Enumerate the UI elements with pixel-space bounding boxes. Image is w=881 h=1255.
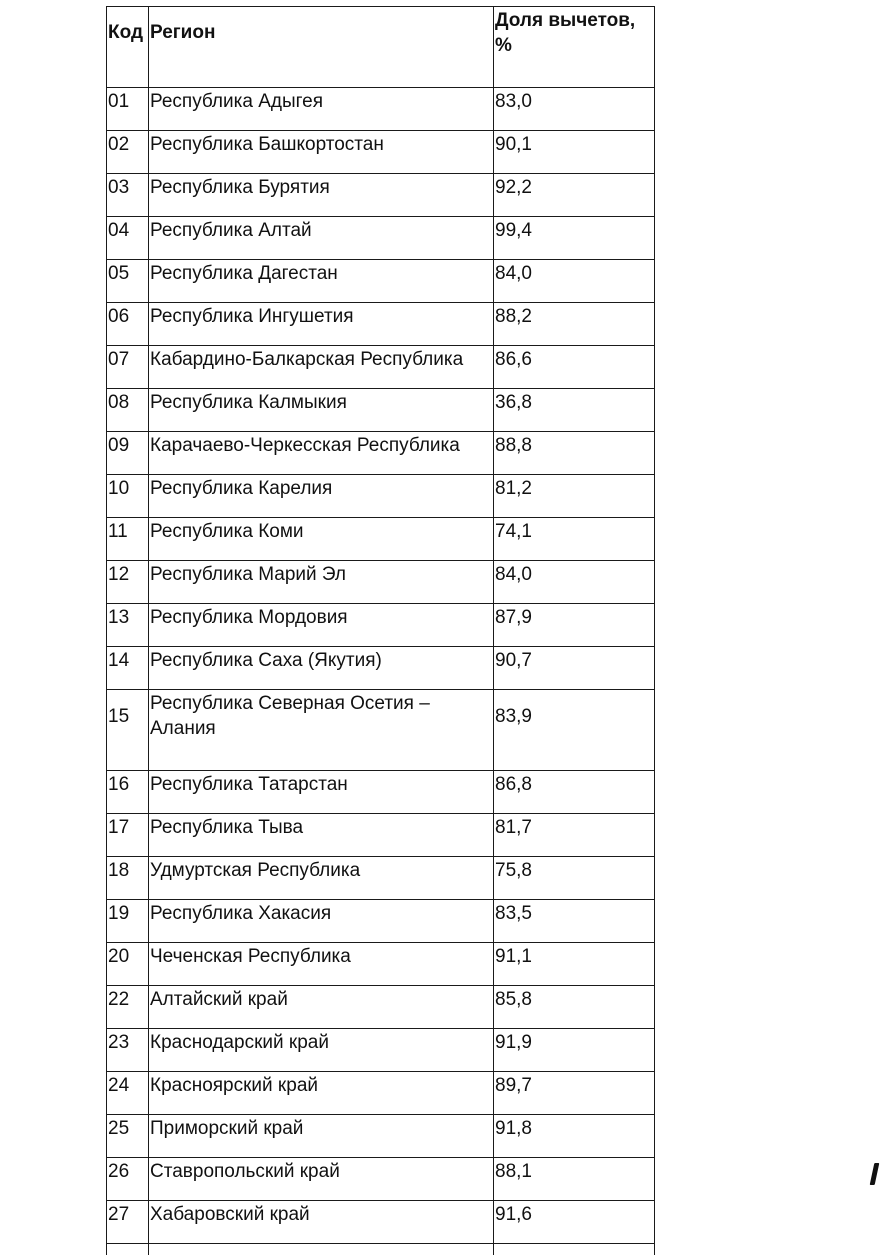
cell-code: 04: [107, 217, 149, 260]
cell-share: 91,1: [494, 943, 655, 986]
cell-share: 86,8: [494, 771, 655, 814]
cell-share: 92,2: [494, 174, 655, 217]
cell-code: 15: [107, 690, 149, 771]
cell-code: 02: [107, 131, 149, 174]
table-row: [107, 1029, 655, 1072]
table-row: [107, 131, 655, 174]
cell-region: Республика Бурятия: [149, 174, 494, 217]
edge-stroke-mark: [870, 1163, 880, 1185]
table-row: [107, 346, 655, 389]
table-row: [107, 217, 655, 260]
table-row: [107, 604, 655, 647]
cell-region: Республика Башкортостан: [149, 131, 494, 174]
cell-code: 07: [107, 346, 149, 389]
cell-region: Республика Северная Осетия – Алания: [149, 690, 494, 771]
cell-empty: [494, 1244, 655, 1255]
cell-code: 16: [107, 771, 149, 814]
cell-code: 01: [107, 88, 149, 131]
cell-code: 06: [107, 303, 149, 346]
table-row: [107, 943, 655, 986]
table-row: [107, 260, 655, 303]
cell-region: Республика Коми: [149, 518, 494, 561]
cell-share: 84,0: [494, 561, 655, 604]
table-row: [107, 303, 655, 346]
header-region: Регион: [149, 7, 494, 88]
cell-share: 91,9: [494, 1029, 655, 1072]
deductions-table-container: [106, 6, 655, 1255]
cell-share: 88,1: [494, 1158, 655, 1201]
cell-share: 88,8: [494, 432, 655, 475]
cell-share: 99,4: [494, 217, 655, 260]
table-row: [107, 1115, 655, 1158]
cell-region: Краснодарский край: [149, 1029, 494, 1072]
table-row: [107, 814, 655, 857]
table-row: [107, 174, 655, 217]
cell-region: Республика Мордовия: [149, 604, 494, 647]
table-row: [107, 771, 655, 814]
cell-share: 86,6: [494, 346, 655, 389]
cell-code: 19: [107, 900, 149, 943]
cell-region: Ставропольский край: [149, 1158, 494, 1201]
cell-code: 10: [107, 475, 149, 518]
cell-share: 90,7: [494, 647, 655, 690]
cell-region: Хабаровский край: [149, 1201, 494, 1244]
cell-share: 90,1: [494, 131, 655, 174]
cell-share: 83,5: [494, 900, 655, 943]
cell-share: 89,7: [494, 1072, 655, 1115]
cell-code: 14: [107, 647, 149, 690]
cell-share: 87,9: [494, 604, 655, 647]
cell-region: Республика Адыгея: [149, 88, 494, 131]
table-row: [107, 1158, 655, 1201]
cell-region: Приморский край: [149, 1115, 494, 1158]
cell-region: Красноярский край: [149, 1072, 494, 1115]
table-row: [107, 518, 655, 561]
cell-code: 12: [107, 561, 149, 604]
cell-empty: [149, 1244, 494, 1255]
cell-code: 25: [107, 1115, 149, 1158]
table-row: [107, 389, 655, 432]
cell-share: 88,2: [494, 303, 655, 346]
cell-region: Республика Татарстан: [149, 771, 494, 814]
cell-share: 81,7: [494, 814, 655, 857]
table-row: [107, 690, 655, 771]
cell-share: 91,6: [494, 1201, 655, 1244]
table-row: [107, 647, 655, 690]
cell-share: 85,8: [494, 986, 655, 1029]
table-row: [107, 857, 655, 900]
table-row: [107, 475, 655, 518]
cell-region: Республика Калмыкия: [149, 389, 494, 432]
cell-empty: [107, 1244, 149, 1255]
table-row: [107, 986, 655, 1029]
cell-code: 05: [107, 260, 149, 303]
table-header-row: [107, 7, 655, 88]
cell-region: Республика Карелия: [149, 475, 494, 518]
cell-region: Карачаево-Черкесская Республика: [149, 432, 494, 475]
cell-share: 36,8: [494, 389, 655, 432]
cell-code: 09: [107, 432, 149, 475]
table-row: [107, 1201, 655, 1244]
cell-code: 03: [107, 174, 149, 217]
table-row: [107, 561, 655, 604]
cell-code: 24: [107, 1072, 149, 1115]
table-row: [107, 88, 655, 131]
cell-code: 27: [107, 1201, 149, 1244]
cell-code: 17: [107, 814, 149, 857]
cell-region: Республика Марий Эл: [149, 561, 494, 604]
cell-share: 75,8: [494, 857, 655, 900]
cell-region: Чеченская Республика: [149, 943, 494, 986]
table-row-cut-off: [107, 1244, 655, 1255]
cell-region: Республика Хакасия: [149, 900, 494, 943]
cell-code: 22: [107, 986, 149, 1029]
table-row: [107, 900, 655, 943]
cell-share: 81,2: [494, 475, 655, 518]
cell-region: Республика Тыва: [149, 814, 494, 857]
cell-region: Республика Алтай: [149, 217, 494, 260]
cell-region: Республика Ингушетия: [149, 303, 494, 346]
cell-region: Алтайский край: [149, 986, 494, 1029]
cell-region: Республика Дагестан: [149, 260, 494, 303]
cell-region: Кабардино-Балкарская Республика: [149, 346, 494, 389]
cell-share: 74,1: [494, 518, 655, 561]
table-row: [107, 432, 655, 475]
deductions-table: [106, 6, 655, 1255]
cell-code: 08: [107, 389, 149, 432]
cell-region: Республика Саха (Якутия): [149, 647, 494, 690]
cell-code: 26: [107, 1158, 149, 1201]
table-row: [107, 1072, 655, 1115]
cell-code: 18: [107, 857, 149, 900]
cell-code: 23: [107, 1029, 149, 1072]
cell-share: 91,8: [494, 1115, 655, 1158]
header-code: Код: [107, 7, 149, 88]
header-share: Доля вычетов, %: [494, 7, 655, 88]
cell-code: 11: [107, 518, 149, 561]
cell-share: 83,9: [494, 690, 655, 771]
cell-region: Удмуртская Республика: [149, 857, 494, 900]
cell-code: 13: [107, 604, 149, 647]
cell-share: 84,0: [494, 260, 655, 303]
cell-code: 20: [107, 943, 149, 986]
cell-share: 83,0: [494, 88, 655, 131]
